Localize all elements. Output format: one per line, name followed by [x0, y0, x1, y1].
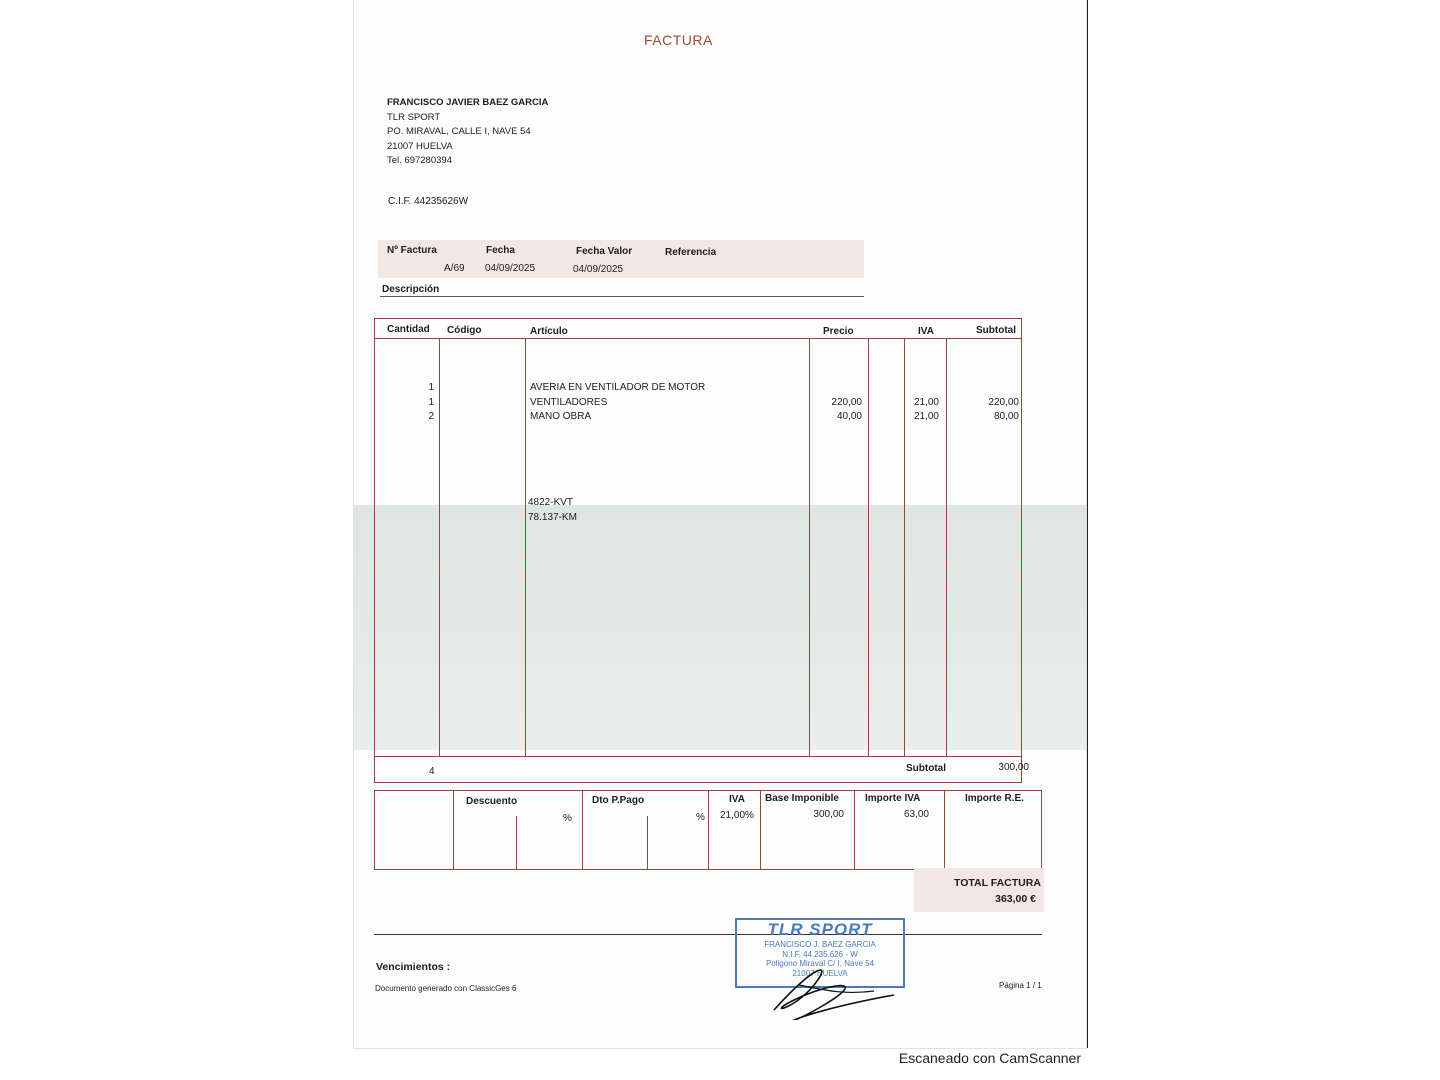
- row-2-iva: 21,00: [913, 397, 939, 408]
- row-2-article: VENTILADORES: [530, 397, 608, 408]
- signature-icon: [754, 955, 914, 1020]
- invoice-no-value: A/69: [444, 263, 465, 274]
- row-3-price: 40,00: [836, 411, 862, 422]
- summary-divider-4: [760, 790, 761, 870]
- value-date-label: Fecha Valor: [576, 246, 633, 257]
- issuer-address: PO. MIRAVAL, CALLE I, NAVE 54: [387, 126, 531, 137]
- summary-iva-label: IVA: [729, 794, 745, 805]
- col-header-article: Artículo: [530, 326, 568, 337]
- row-3-qty: 2: [428, 411, 434, 422]
- issuer-name: FRANCISCO JAVIER BAEZ GARCIA: [387, 97, 549, 108]
- issuer-business: TLR SPORT: [387, 111, 441, 123]
- col-header-qty: Cantidad: [387, 324, 430, 335]
- stamp-line-2: N.I.F. 44.235.626 - W: [782, 949, 858, 959]
- note-plate: 4822-KVT: [528, 497, 574, 508]
- row-2-subtotal: 220,00: [988, 397, 1019, 408]
- re-label: Importe R.E.: [965, 793, 1024, 804]
- total-qty: 4: [429, 766, 435, 777]
- invoice-no-label: Nº Factura: [387, 245, 437, 256]
- description-rule: [380, 296, 864, 297]
- prompt-pay-label: Dto P.Pago: [592, 795, 645, 806]
- value-date-value: 04/09/2025: [573, 264, 624, 275]
- items-header-rule: [374, 338, 1022, 339]
- prompt-pay-pct: %: [696, 812, 705, 823]
- stamp-line-4: 21007 HUELVA: [792, 968, 848, 978]
- total-label: TOTAL FACTURA: [954, 877, 1041, 889]
- row-3-iva: 21,00: [913, 411, 939, 422]
- table-subtotal-label: Subtotal: [906, 763, 946, 774]
- stamp-line-1: FRANCISCO J. BAEZ GARCIA: [764, 940, 876, 949]
- scanner-watermark: Escaneado con CamScanner: [898, 1050, 1081, 1066]
- generated-note: Documento generado con ClassicGes 6: [375, 984, 517, 993]
- summary-iva-value: 21,00%: [720, 810, 754, 821]
- issuer-cif: C.I.F. 44235626W: [388, 196, 469, 207]
- items-footer-rule: [374, 756, 1022, 757]
- reference-label: Referencia: [665, 247, 717, 258]
- summary-divider-5: [854, 790, 855, 870]
- col-divider-3: [809, 338, 810, 756]
- summary-divider-6: [944, 790, 945, 870]
- col-header-iva: IVA: [918, 326, 934, 337]
- summary-divider-8: [647, 816, 648, 870]
- col-divider-1: [439, 338, 440, 756]
- row-2-qty: 1: [428, 397, 434, 408]
- document-title: FACTURA: [644, 32, 713, 48]
- col-divider-4: [868, 338, 869, 756]
- note-km: 78.137-KM: [528, 512, 577, 523]
- col-header-price: Precio: [823, 326, 854, 337]
- total-band: [914, 868, 1044, 912]
- row-1-qty: 1: [428, 382, 434, 393]
- iva-amount-value: 63,00: [903, 809, 929, 820]
- total-value: 363,00 €: [995, 893, 1036, 905]
- base-label: Base Imponible: [765, 793, 839, 804]
- issuer-block: [387, 96, 548, 169]
- summary-divider-7: [516, 816, 517, 870]
- issuer-phone: Tel. 697280394: [387, 155, 452, 166]
- base-value: 300,00: [813, 809, 844, 820]
- footer-rule: [374, 934, 1042, 935]
- iva-amount-label: Importe IVA: [865, 793, 921, 804]
- summary-divider-1: [453, 790, 454, 870]
- discount-pct: %: [563, 813, 572, 824]
- invoice-page: [354, 0, 1086, 1048]
- row-2-price: 220,00: [831, 397, 862, 408]
- col-header-subtotal: Subtotal: [976, 325, 1016, 336]
- date-value: 04/09/2025: [485, 263, 536, 274]
- stamp-line-3: Poligono Miraval C/ I, Nave 54: [765, 959, 875, 968]
- col-header-code: Código: [447, 325, 482, 336]
- issuer-city: 21007 HUELVA: [387, 140, 453, 152]
- summary-divider-3: [708, 790, 709, 870]
- col-divider-6: [946, 338, 947, 756]
- row-3-subtotal: 80,00: [993, 411, 1019, 422]
- col-divider-2: [525, 338, 526, 756]
- due-label: Vencimientos :: [376, 961, 451, 973]
- summary-divider-2: [582, 790, 583, 870]
- row-3-article: MANO OBRA: [530, 411, 592, 422]
- stamp-brand: TLR SPORT: [767, 920, 873, 939]
- page-number: Página 1 / 1: [999, 981, 1042, 990]
- date-label: Fecha: [486, 245, 515, 256]
- discount-label: Descuento: [466, 796, 518, 807]
- table-subtotal-value: 300,00: [998, 762, 1029, 773]
- row-1-article: AVERIA EN VENTILADOR DE MOTOR: [530, 382, 706, 393]
- description-label: Descripción: [382, 284, 440, 295]
